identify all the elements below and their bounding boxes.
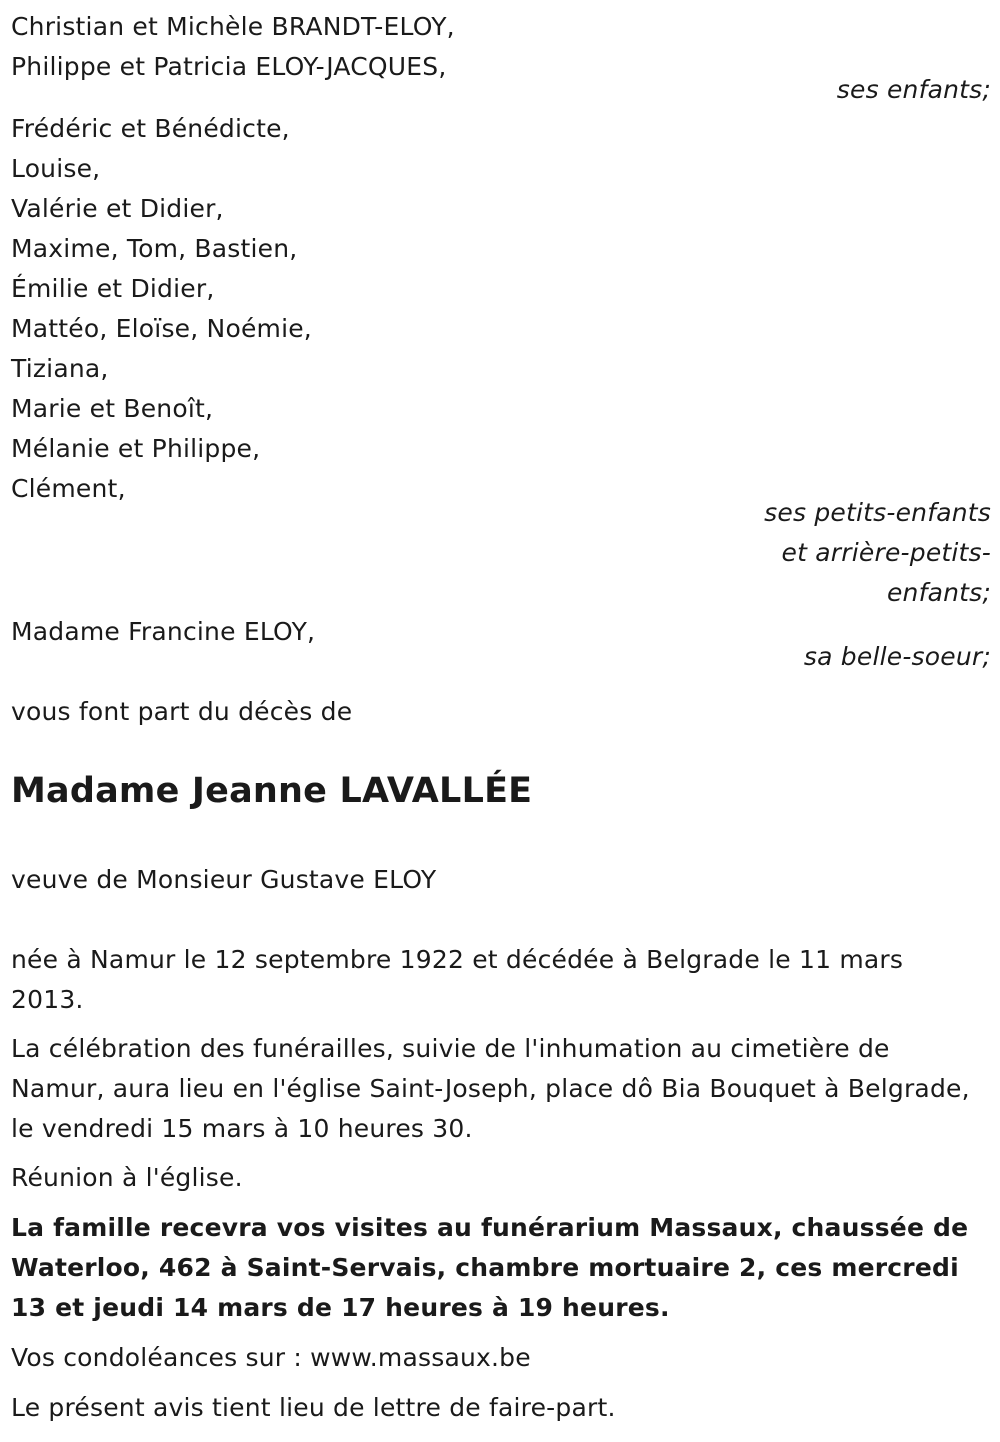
grandchild-line: Valérie et Didier, bbox=[11, 194, 224, 223]
child-line: Philippe et Patricia ELOY-JACQUES, bbox=[11, 52, 447, 81]
grandchild-line: Clément, bbox=[11, 474, 126, 503]
grandchild-line: Marie et Benoît, bbox=[11, 394, 214, 423]
sister-in-law-role: sa belle-soeur; bbox=[803, 642, 991, 671]
announcement-text: vous font part du décès de bbox=[11, 697, 353, 726]
grandchildren-role: enfants; bbox=[886, 578, 991, 607]
widow-of-text: veuve de Monsieur Gustave ELOY bbox=[11, 865, 437, 894]
grandchild-line: Maxime, Tom, Bastien, bbox=[11, 234, 298, 263]
sister-in-law-name: Madame Francine ELOY, bbox=[11, 617, 316, 646]
grandchild-line: Frédéric et Bénédicte, bbox=[11, 114, 290, 143]
grandchild-line: Louise, bbox=[11, 154, 101, 183]
birth-death-text: née à Namur le 12 septembre 1922 et décédée à Belgrade le 11 mars 2013. bbox=[11, 945, 904, 1014]
grandchild-line: Émilie et Didier, bbox=[11, 274, 215, 303]
condolences-text: Vos condoléances sur : www.massaux.be bbox=[11, 1343, 531, 1372]
meeting-text: Réunion à l'église. bbox=[11, 1163, 243, 1192]
grandchild-line: Mélanie et Philippe, bbox=[11, 434, 261, 463]
grandchildren-role: et arrière-petits- bbox=[781, 538, 991, 567]
children-role: ses enfants; bbox=[836, 75, 991, 104]
deceased-name: Madame Jeanne LAVALLÉE bbox=[11, 771, 533, 811]
notice-text: Le présent avis tient lieu de lettre de faire-part. bbox=[11, 1393, 616, 1422]
visits-text: La famille recevra vos visites au funérarium Massaux, chaussée de Waterloo, 462 à Saint-Servais, chambre mortuaire 2, ces mercredi 13 et jeudi 14 mars de 17 heures à 19 heures. bbox=[11, 1213, 969, 1322]
grandchild-line: Mattéo, Eloïse, Noémie, bbox=[11, 314, 312, 343]
grandchildren-role: ses petits-enfants bbox=[764, 498, 991, 527]
child-line: Christian et Michèle BRANDT-ELOY, bbox=[11, 12, 455, 41]
ceremony-text: La célébration des funérailles, suivie de l'inhumation au cimetière de Namur, aura lieu en l'église Saint-Joseph, place dô Bia Bouquet à Belgrade, le vendredi 15 mars à 10 heures 30. bbox=[11, 1034, 970, 1143]
grandchild-line: Tiziana, bbox=[11, 354, 109, 383]
